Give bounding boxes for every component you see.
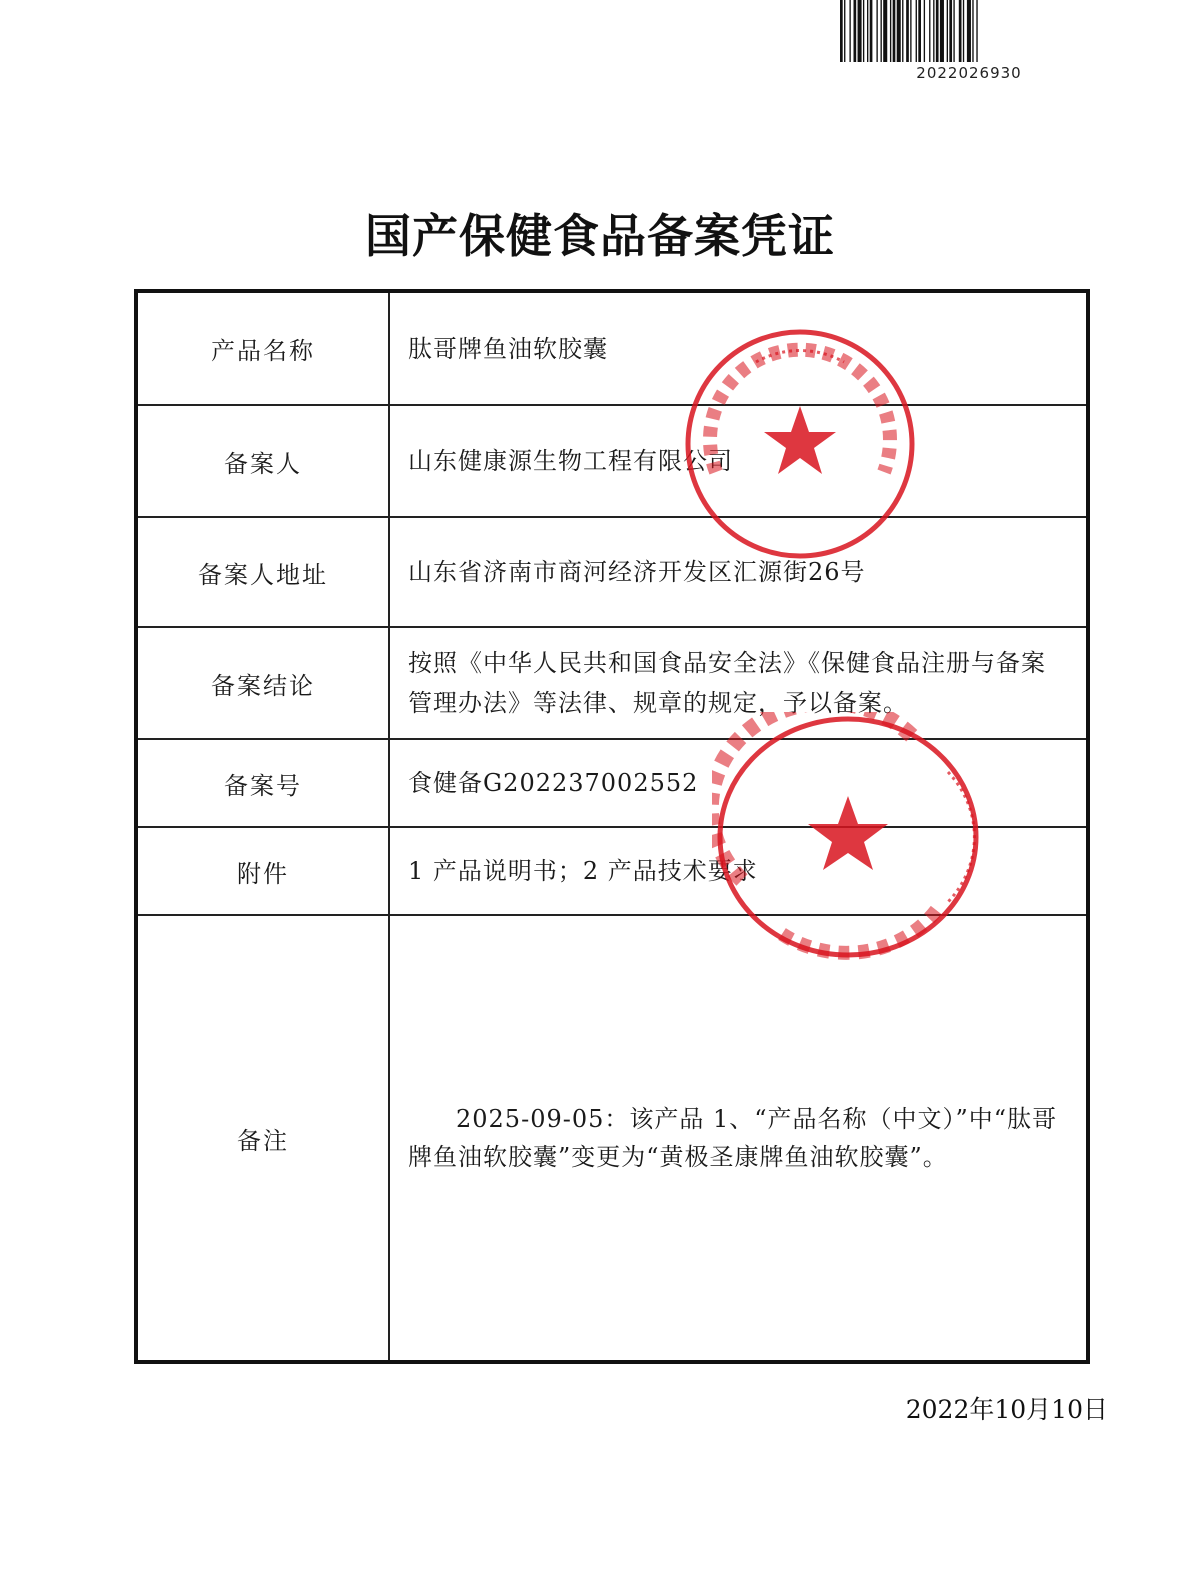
barcode-bar	[870, 0, 873, 62]
barcode-bar	[976, 0, 977, 62]
barcode-bar	[918, 0, 921, 62]
barcode-bar	[940, 0, 944, 62]
barcode	[838, 0, 1100, 84]
barcode-bar	[949, 0, 952, 62]
row-value-registrant: 山东健康源生物工程有限公司	[389, 405, 1088, 517]
barcode-bar	[924, 0, 925, 62]
row-value-attachments: 1 产品说明书；2 产品技术要求	[389, 827, 1088, 915]
barcode-bars	[838, 0, 1100, 62]
barcode-bar	[854, 0, 857, 62]
table-row	[136, 915, 1088, 1362]
row-label-address: 备案人地址	[136, 517, 389, 627]
row-label-attachments: 附件	[136, 827, 389, 915]
barcode-bar	[906, 0, 909, 62]
barcode-bar	[883, 0, 887, 62]
barcode-bar	[972, 0, 973, 62]
row-value-product-name: 肽哥牌鱼油软胶囊	[389, 291, 1088, 405]
barcode-bar	[897, 0, 901, 62]
row-value-remarks: 2025-09-05：该产品 1、“产品名称（中文）”中“肽哥牌鱼油软胶囊”变更为“黄极圣康牌鱼油软胶囊”。	[389, 915, 1088, 1362]
barcode-bar	[953, 0, 954, 62]
barcode-bar	[933, 0, 934, 62]
barcode-bar	[863, 0, 864, 62]
barcode-bar	[844, 0, 845, 62]
barcode-number: 2022026930	[916, 64, 1022, 82]
issue-date: 2022年10月10日	[905, 1395, 1108, 1424]
row-value-record-number: 食健备G202237002552	[389, 739, 1088, 827]
table-row	[136, 517, 1088, 627]
barcode-bar	[858, 0, 862, 62]
row-label-conclusion: 备案结论	[136, 627, 389, 739]
company-seal-1	[678, 322, 922, 566]
page-title: 国产保健食品备案凭证	[365, 209, 835, 263]
barcode-bar	[910, 0, 911, 62]
barcode-bar	[916, 0, 917, 62]
row-value-address: 山东省济南市商河经济开发区汇源街26号	[389, 517, 1088, 627]
table-row	[136, 405, 1088, 517]
row-label-remarks: 备注	[136, 915, 389, 1362]
barcode-bar	[963, 0, 964, 62]
barcode-bar	[893, 0, 896, 62]
barcode-bar	[867, 0, 868, 62]
table-row	[136, 291, 1088, 405]
barcode-bar	[902, 0, 903, 62]
row-label-record-number: 备案号	[136, 739, 389, 827]
barcode-bar	[890, 0, 891, 62]
barcode-bar	[840, 0, 843, 62]
company-seal-2	[712, 712, 984, 962]
row-value-conclusion: 按照《中华人民共和国食品安全法》《保健食品注册与备案管理办法》等法律、规章的规定，予以备案。	[389, 627, 1088, 739]
row-label-registrant: 备案人	[136, 405, 389, 517]
barcode-bar	[881, 0, 882, 62]
barcode-bar	[876, 0, 877, 62]
barcode-bar	[967, 0, 971, 62]
barcode-bar	[936, 0, 939, 62]
barcode-bar	[947, 0, 948, 62]
barcode-bar	[959, 0, 962, 62]
barcode-bar	[849, 0, 850, 62]
row-label-product-name: 产品名称	[136, 291, 389, 405]
barcode-bar	[929, 0, 930, 62]
